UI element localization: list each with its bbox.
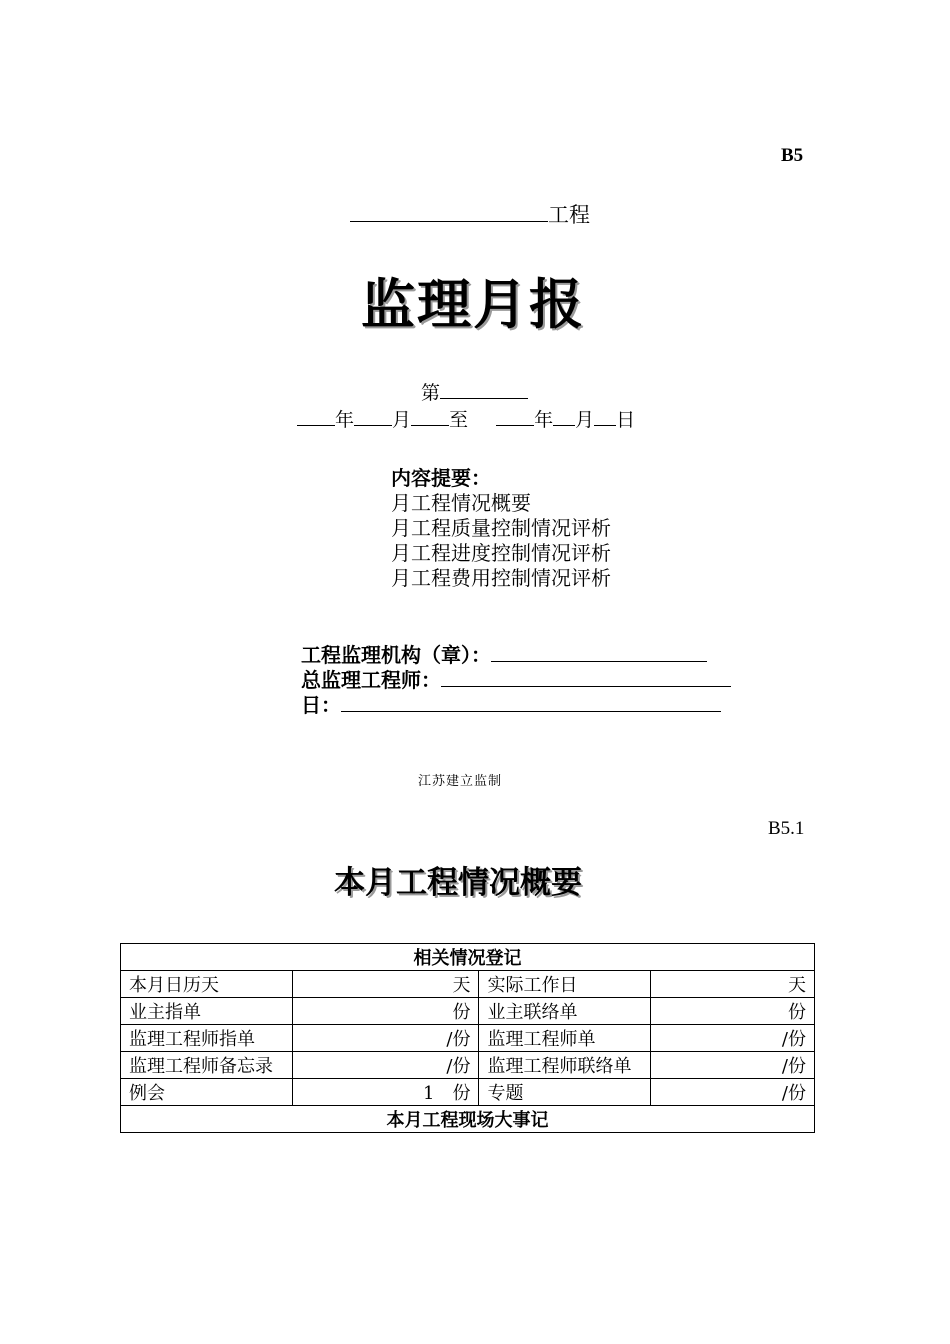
chief-engineer-blank[interactable]	[441, 670, 731, 687]
table-footer: 本月工程现场大事记	[121, 1106, 815, 1133]
table-header: 相关情况登记	[121, 944, 815, 971]
row-value[interactable]: /份	[651, 1025, 815, 1052]
project-name-line	[350, 199, 590, 229]
project-name-blank[interactable]	[350, 205, 548, 222]
signature-block	[301, 643, 731, 718]
row-value[interactable]: 份	[292, 998, 479, 1025]
end-month-blank[interactable]	[553, 409, 575, 426]
row-label: 专题	[479, 1079, 651, 1106]
to-label: 至	[449, 409, 469, 431]
end-day-blank[interactable]	[594, 409, 616, 426]
row-label: 实际工作日	[479, 971, 651, 998]
start-year-blank[interactable]	[297, 409, 335, 426]
table-row	[121, 1052, 815, 1079]
summary-title: 本月工程情况概要	[334, 865, 582, 901]
row-value[interactable]: /份	[651, 1079, 815, 1106]
row-value[interactable]: 1 份	[292, 1079, 479, 1106]
contents-section	[391, 466, 611, 591]
publisher: 江苏建立监制	[418, 774, 503, 789]
date-row	[301, 693, 731, 718]
issue-number-blank[interactable]	[440, 382, 528, 399]
end-day-label: 日	[616, 409, 636, 431]
agency-label: 工程监理机构（章）：	[301, 643, 491, 667]
issue-line	[421, 378, 528, 405]
row-label: 本月日历天	[121, 971, 293, 998]
contents-item: 月工程质量控制情况评析	[391, 516, 611, 540]
contents-item: 月工程进度控制情况评析	[391, 541, 611, 565]
row-value[interactable]: 天	[292, 971, 479, 998]
row-label: 业主指单	[121, 998, 293, 1025]
chief-row	[301, 668, 731, 693]
contents-heading: 内容提要：	[391, 466, 491, 490]
start-year-label: 年	[335, 409, 355, 431]
table-row	[121, 971, 815, 998]
row-label: 监理工程师单	[479, 1025, 651, 1052]
row-label: 监理工程师联络单	[479, 1052, 651, 1079]
contents-item: 月工程情况概要	[391, 491, 531, 515]
chief-engineer-label: 总监理工程师：	[301, 668, 441, 692]
row-label: 监理工程师指单	[121, 1025, 293, 1052]
table-row	[121, 998, 815, 1025]
row-value[interactable]: 天	[651, 971, 815, 998]
row-value[interactable]: 份	[651, 998, 815, 1025]
registration-table-wrapper	[120, 943, 815, 1133]
report-title: 监理月报	[361, 273, 585, 336]
project-suffix: 工程	[548, 203, 590, 227]
row-value[interactable]: /份	[292, 1052, 479, 1079]
start-day-blank[interactable]	[411, 409, 449, 426]
registration-table	[120, 943, 815, 1133]
date-label: 日：	[301, 693, 341, 717]
row-label: 例会	[121, 1079, 293, 1106]
row-label: 监理工程师备忘录	[121, 1052, 293, 1079]
table-row	[121, 1079, 815, 1106]
start-month-label: 月	[392, 409, 412, 431]
summary-form-code: B5.1	[768, 818, 805, 839]
start-month-blank[interactable]	[354, 409, 392, 426]
date-blank[interactable]	[341, 695, 721, 712]
row-value[interactable]: /份	[651, 1052, 815, 1079]
table-row	[121, 1025, 815, 1052]
agency-row	[301, 643, 731, 668]
issue-prefix: 第	[421, 382, 441, 404]
row-value[interactable]: /份	[292, 1025, 479, 1052]
form-code: B5	[781, 145, 804, 166]
agency-blank[interactable]	[491, 645, 707, 662]
end-year-blank[interactable]	[496, 409, 534, 426]
contents-item: 月工程费用控制情况评析	[391, 566, 611, 590]
period-line	[297, 405, 635, 432]
row-label: 业主联络单	[479, 998, 651, 1025]
end-year-label: 年	[534, 409, 554, 431]
end-month-label: 月	[575, 409, 595, 431]
